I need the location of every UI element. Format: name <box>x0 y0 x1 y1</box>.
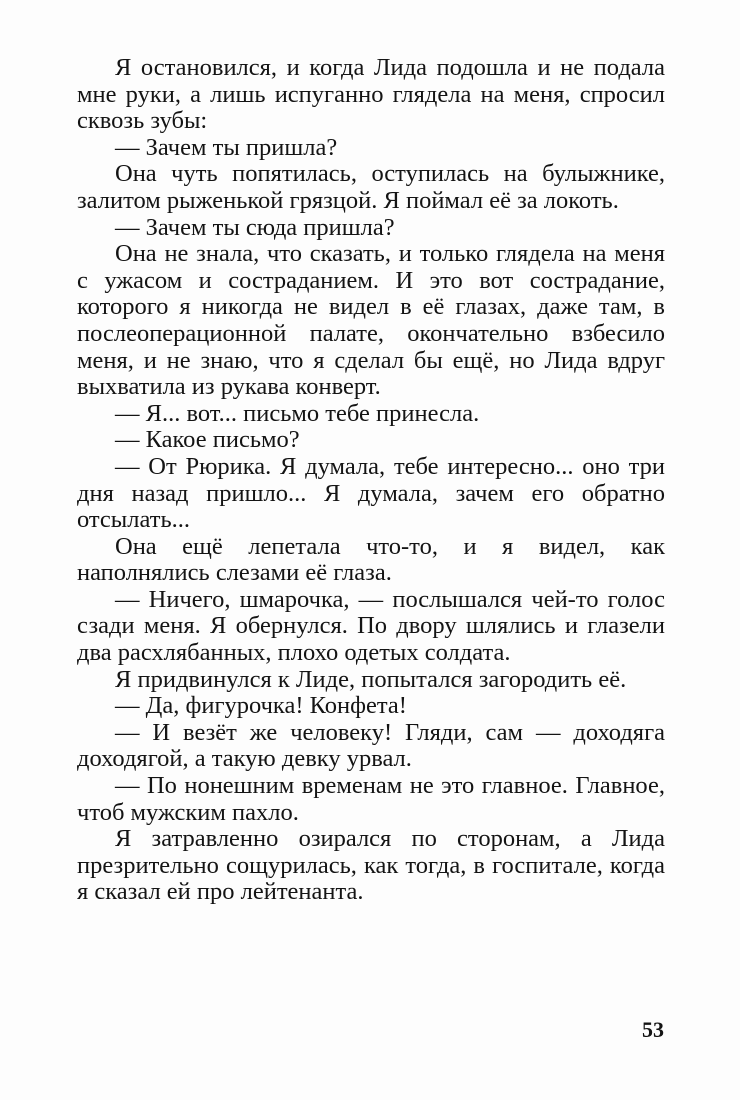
dialogue-line: — От Рюрика. Я думала, тебе интересно... оно три дня назад пришло... Я думала, зачем его обратно отсылать... <box>77 452 665 534</box>
paragraph: Она чуть попятилась, оступилась на булыжнике, залитом рыженькой грязцой. Я поймал её за локоть. <box>77 160 665 214</box>
dialogue-line: — Зачем ты пришла? <box>115 133 338 161</box>
dialogue-line: — Ничего, шмарочка, — послышался чей-то голос сзади меня. Я обернулся. По двору шлялись и глазели два расхлябанных, плохо одетых солдата. <box>77 585 665 667</box>
paragraph: Я остановился, и когда Лида подошла и не подала мне руки, а лишь испуганно глядела на меня, спросил сквозь зубы: <box>77 54 665 135</box>
paragraph: Она ещё лепетала что-то, и я видел, как наполнялись слезами её глаза. <box>77 532 665 587</box>
page-number: 53 <box>642 1017 664 1042</box>
dialogue-line: — Какое письмо? <box>115 426 300 454</box>
body-text <box>77 55 665 906</box>
paragraph: Я затравленно озирался по сторонам, а Лида презрительно сощурилась, как тогда, в госпитале, когда я сказал ей про лейтенанта. <box>77 825 665 906</box>
dialogue-line: — По нонешним временам не это главное. Главное, чтоб мужским пахло. <box>77 772 665 826</box>
dialogue-line: — Да, фигурочка! Конфета! <box>115 692 407 720</box>
paragraph: Я придвинулся к Лиде, попытался загородить её. <box>115 665 627 693</box>
paragraph: Она не знала, что сказать, и только глядела на меня с ужасом и состраданием. И это вот сострадание, которого я никогда не видел в её глазах, даже там, в послеоперационной палате, окончательно взбесило меня, и не знаю, что я сделал бы ещё, но Лида вдруг выхватила из рукава конверт. <box>77 240 665 401</box>
dialogue-line: — Я... вот... письмо тебе принесла. <box>115 399 480 427</box>
dialogue-line: — Зачем ты сюда пришла? <box>115 213 395 241</box>
dialogue-line: — И везёт же человеку! Гляди, сам — доходяга доходягой, а такую девку урвал. <box>77 718 665 773</box>
